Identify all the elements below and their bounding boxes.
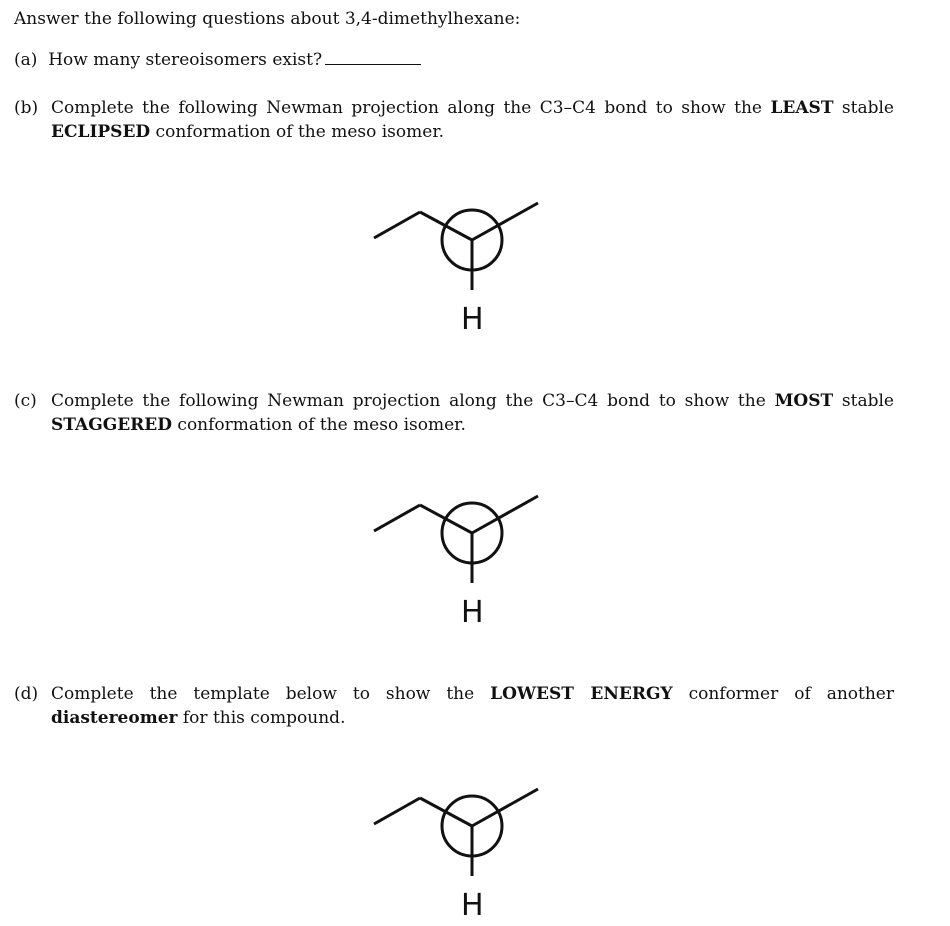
question-d-label: (d) [14, 684, 39, 704]
question-d [0, 682, 950, 732]
ethyl-bond-left [374, 798, 420, 824]
intro-text: Answer the following questions about 3,4-dimethylhexane: [14, 9, 521, 29]
question-c [0, 389, 950, 439]
newman-projection-b[interactable] [360, 190, 560, 340]
emphasis-staggered: STAGGERED [51, 415, 173, 435]
front-bond-right [472, 496, 538, 533]
emphasis-lowest-energy: LOWEST ENERGY [490, 684, 673, 704]
newman-projection-c[interactable] [360, 483, 560, 633]
hydrogen-label-d: H [461, 888, 484, 923]
emphasis-most: MOST [774, 391, 834, 411]
front-bond-left [420, 505, 472, 533]
question-a-label: (a) [14, 50, 38, 70]
question-b-label: (b) [14, 98, 39, 118]
question-d-text: Complete the template below to show the LOWEST ENERGY conformer of another diastereomer for this compound. [51, 684, 894, 728]
newman-projection-d[interactable] [360, 776, 560, 926]
front-bond-left [420, 212, 472, 240]
front-bond-right [472, 203, 538, 240]
hydrogen-label-c: H [461, 595, 484, 630]
emphasis-diastereomer: diastereomer [51, 708, 178, 728]
question-a [14, 49, 421, 71]
front-bond-left [420, 798, 472, 826]
emphasis-least: LEAST [770, 98, 834, 118]
emphasis-eclipsed: ECLIPSED [51, 122, 151, 142]
question-c-label: (c) [14, 391, 37, 411]
question-b [0, 96, 950, 146]
ethyl-bond-left [374, 505, 420, 531]
question-c-text: Complete the following Newman projection along the C3–C4 bond to show the MOST stable STAGGERED conformation of the meso isomer. [51, 391, 894, 435]
ethyl-bond-left [374, 212, 420, 238]
question-b-text: Complete the following Newman projection along the C3–C4 bond to show the LEAST stable ECLIPSED conformation of the meso isomer. [51, 98, 894, 142]
hydrogen-label-b: H [461, 302, 484, 337]
front-bond-right [472, 789, 538, 826]
answer-blank-a[interactable] [325, 63, 421, 65]
question-a-text: How many stereoisomers exist? [48, 50, 323, 70]
